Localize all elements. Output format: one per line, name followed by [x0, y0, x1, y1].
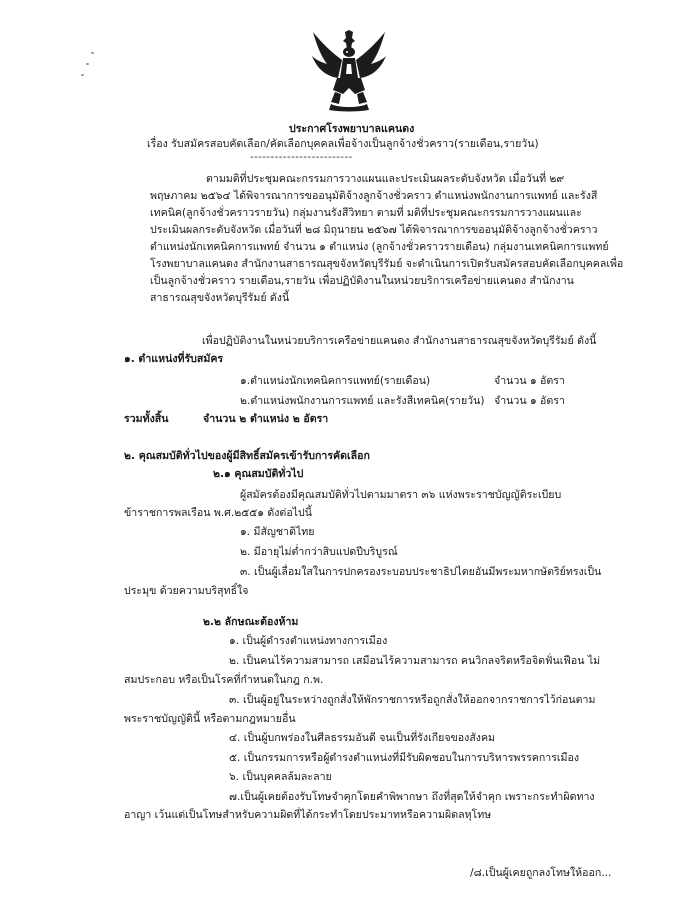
- intro-line: เทคนิค(ลูกจ้างชั่วคราวรายวัน) กลุ่มงานรังสีวิทยา ตามที่ มติที่ประชุมคณะกรรมการวางแผนและ: [150, 207, 582, 219]
- qualification-line: ข้าราชการพลเรือน พ.ศ.๒๕๕๑ ดังต่อไปนี้: [124, 507, 312, 519]
- prohibition-line: ๔. เป็นผู้บกพร่องในศีลธรรมอันดี จนเป็นที่รังเกียจของสังคม: [229, 732, 496, 744]
- prohibition-line: ๓. เป็นผู้อยู่ในระหว่างถูกสั่งให้พักราชการหรือถูกสั่งให้ออกจากราชการไว้ก่อนตาม: [229, 694, 596, 706]
- purpose-line: เพื่อปฏิบัติงานในหน่วยบริการเครือข่ายแคนดง สำนักงานสาธารณสุขจังหวัดบุรีรัมย์ ดังนี้: [202, 335, 597, 347]
- scan-speck: [86, 63, 89, 65]
- qualification-line: ผู้สมัครต้องมีคุณสมบัติทั่วไปตามมาตรา ๓๖ แห่งพระราชบัญญัติระเบียบ: [240, 489, 562, 501]
- intro-line: พฤษภาคม ๒๕๖๔ ได้พิจารณาการขออนุมัติจ้างลูกจ้างชั่วคราว ตำแหน่งพนักงานการแพทย์ และรังสี: [150, 190, 598, 202]
- prohibition-line: พระราชบัญญัตินี้ หรือตามกฎหมายอื่น: [124, 713, 296, 725]
- qualification-line: ๑. มีสัญชาติไทย: [240, 526, 315, 538]
- prohibition-line: ๕. เป็นกรรมการหรือผู้ดำรงตำแหน่งที่มีรับผิดชอบในการบริหารพรรคการเมือง: [229, 752, 580, 764]
- announcement-title: ประกาศโรงพยาบาลแคนดง: [289, 123, 415, 135]
- prohibition-line: ๑. เป็นผู้ดำรงตำแหน่งทางการเมือง: [229, 635, 388, 647]
- section2-1-heading: ๒.๑ คุณสมบัติทั่วไป: [213, 468, 304, 480]
- prohibition-line: อาญา เว้นแต่เป็นโทษสำหรับความผิดที่ได้กระทำโดยประมาทหรือความผิดลหุโทษ: [124, 809, 492, 821]
- continuation-note: /๘.เป็นผู้เคยถูกลงโทษให้ออก...: [470, 867, 612, 879]
- intro-line: สาธารณสุขจังหวัดบุรีรัมย์ ดังนี้: [150, 292, 290, 304]
- garuda-emblem-icon: [311, 30, 387, 112]
- intro-line: ประเมินผลกระดับจังหวัด เมื่อวันที่ ๒๘ มิถุนายน ๒๕๖๗ ได้พิจารณาการขออนุมัติจ้างลูกจ้างชั่วคราว: [150, 224, 598, 236]
- position-name: ๑.ตำแหน่งนักเทคนิคการแพทย์(รายเดือน): [240, 375, 431, 387]
- intro-line: ตามมติที่ประชุมคณะกรรมการวางแผนและประเมินผลระดับจังหวัด เมื่อวันที่ ๒๙: [206, 173, 565, 185]
- position-count: จำนวน ๑ อัตรา: [494, 375, 565, 387]
- intro-line: เป็นลูกจ้างชั่วคราว รายเดือน,รายวัน เพื่อปฏิบัติงานในหน่วยบริการเครือข่ายแคนดง สำนักงาน: [150, 275, 574, 287]
- position-count: จำนวน ๑ อัตรา: [494, 395, 565, 407]
- prohibition-line: ๒. เป็นคนไร้ความสามารถ เสมือนไร้ความสามารถ คนวิกลจริตหรือจิตฟั่นเฟือน ไม่: [229, 655, 601, 667]
- prohibition-line: ๗.เป็นผู้เคยต้องรับโทษจำคุกโดยคำพิพากษา ถึงที่สุดให้จำคุก เพราะกระทำผิดทาง: [229, 791, 595, 803]
- prohibition-line: สมประกอบ หรือเป็นโรคที่กำหนดในกฎ ก.พ.: [124, 674, 324, 686]
- scan-speck: [91, 52, 94, 54]
- position-name: ๒.ตำแหน่งพนักงานการแพทย์ และรังสีเทคนิค(รายวัน): [240, 395, 485, 407]
- intro-line: โรงพยาบาลแคนดง สำนักงานสาธารณสุขจังหวัดบุรีรัมย์ จะดำเนินการเปิดรับสมัครสอบคัดเลือกบุคคลเพื่อ: [150, 258, 624, 270]
- announcement-subject: เรื่อง รับสมัครสอบคัดเลือก/คัดเลือกบุคคลเพื่อจ้างเป็นลูกจ้างชั่วคราว(รายเดือน,รายวัน): [147, 138, 539, 150]
- title-divider: -------------------------: [250, 152, 353, 163]
- qualification-line: ๒. มีอายุไม่ต่ำกว่าสิบแปดปีบริบูรณ์: [240, 546, 398, 558]
- section2-2-heading: ๒.๒ ลักษณะต้องห้าม: [203, 616, 299, 628]
- qualification-line: ประมุข ด้วยความบริสุทธิ์ใจ: [124, 585, 249, 597]
- section2-heading: ๒. คุณสมบัติทั่วไปของผู้มีสิทธิ์สมัครเข้ารับการคัดเลือก: [124, 450, 370, 462]
- total-value: จำนวน ๒ ตำแหน่ง ๒ อัตรา: [203, 413, 329, 425]
- scan-speck: [81, 74, 84, 76]
- prohibition-line: ๖. เป็นบุคคลล้มละลาย: [229, 771, 332, 783]
- intro-line: ตำแหน่งนักเทคนิคการแพทย์ จำนวน ๑ ตำแหน่ง (ลูกจ้างชั่วคราวรายเดือน) กลุ่มงานเทคนิคการแพทย์: [150, 241, 609, 253]
- section1-heading: ๑. ตำแหน่งที่รับสมัคร: [124, 353, 224, 365]
- qualification-line: ๓. เป็นผู้เลื่อมใสในการปกครองระบอบประชาธิปไตยอันมีพระมหากษัตริย์ทรงเป็น: [240, 566, 602, 578]
- total-label: รวมทั้งสิ้น: [124, 413, 169, 425]
